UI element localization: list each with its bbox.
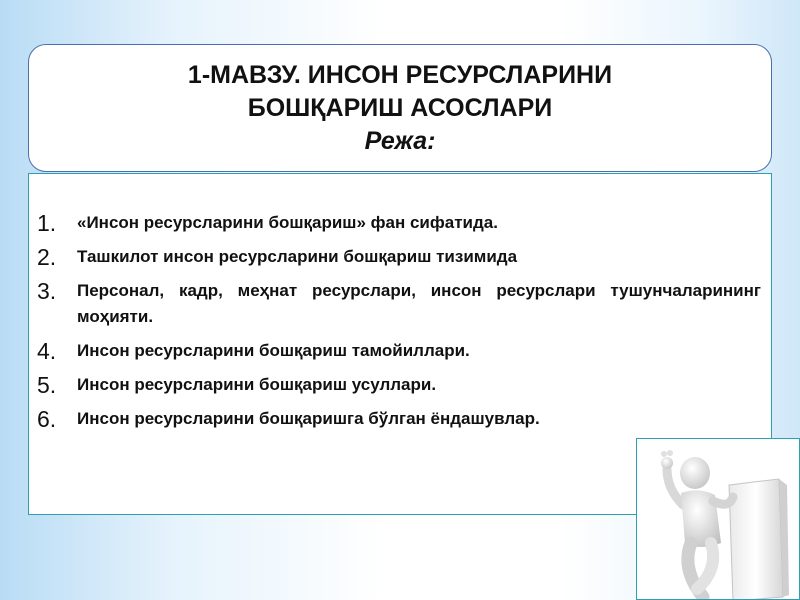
plan-item-text: Инсон ресурсларини бошқариш тамойиллари. [77, 341, 470, 360]
plan-item-2 [37, 244, 761, 270]
plan-item-text: Ташкилот инсон ресурсларини бошқариш тизимида [77, 247, 518, 266]
plan-item-6 [37, 406, 761, 432]
plan-item-3 [37, 278, 761, 330]
plan-item-text: Инсон ресурсларини бошқариш усуллари. [77, 375, 437, 394]
plan-item-5 [37, 372, 761, 398]
plan-item-number: 2. [37, 244, 57, 270]
plan-item-number: 6. [37, 406, 57, 432]
topic-title-line-1: 1-МАВЗУ. ИНСОН РЕСУРСЛАРИНИ [187, 61, 613, 89]
plan-item-number: 4. [37, 338, 57, 364]
plan-item-4 [37, 338, 761, 364]
plan-list [37, 210, 761, 440]
plan-item-number: 1. [37, 210, 57, 236]
topic-title-line-2: БОШҚАРИШ АСОСЛАРИ [247, 94, 553, 122]
plan-item-number: 5. [37, 372, 57, 398]
plan-item-text: Инсон ресурсларини бошқаришга бўлган ёндашувлар. [77, 409, 540, 428]
title-box [28, 44, 772, 172]
plan-item-1 [37, 210, 761, 236]
person-with-board-icon [636, 438, 800, 600]
plan-item-number: 3. [37, 278, 57, 304]
plan-item-text: «Инсон ресурсларини бошқариш» фан сифатида. [77, 213, 498, 232]
plan-item-text: Персонал, кадр, меҳнат ресурслари, инсон ресурслари тушунчаларининг моҳияти. [77, 281, 761, 326]
plan-subtitle: Режа: [364, 127, 436, 155]
person-ok-gesture-icon [637, 439, 800, 600]
